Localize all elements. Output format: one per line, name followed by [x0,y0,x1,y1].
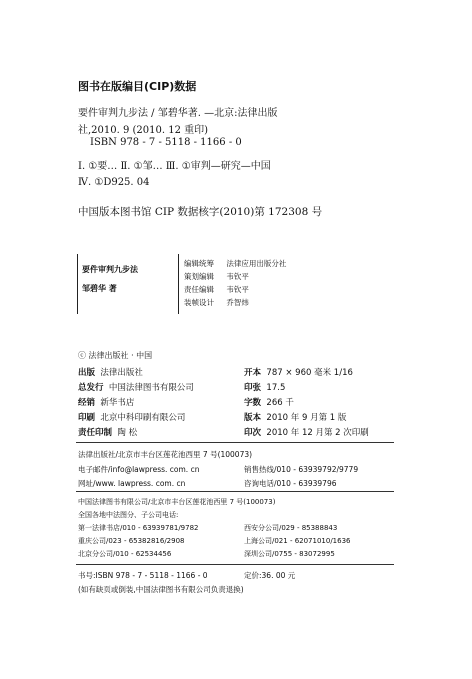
pub-label: 版本 [244,413,262,423]
pub-label: 责任印制 [78,428,113,438]
pub-row [244,366,353,378]
pub-row [244,396,294,408]
branch-phone: 深圳公司/0755 - 83072995 [244,550,335,558]
branches-title: 全国各地中法图分、子公司电话: [78,511,179,519]
pub-value: 北京中科印刷有限公司 [100,413,186,423]
cip-record-number: 中国版本图书馆 CIP 数据核字(2010)第 172308 号 [78,206,323,218]
pub-label: 开本 [244,368,262,378]
book-author: 邹碧华 著 [82,284,117,293]
pub-label: 印刷 [78,413,96,423]
publisher-email: 电子邮件/info@lawpress. com. cn [78,465,200,474]
staff-role: 编辑统筹 [184,259,214,268]
staff-name: 韦钦平 [226,272,249,281]
branch-phone: 西安分公司/029 - 85388843 [244,524,338,532]
pub-value: 新华书店 [100,398,135,408]
book-title: 要件审判九步法 [82,265,138,274]
publisher-address: 法律出版社/北京市丰台区莲花池西里 7 号(100073) [78,450,253,459]
branch-phone: 北京分公司/010 - 62534456 [78,550,172,558]
box-left-border [77,254,78,314]
pub-row [244,411,346,423]
pub-value: 17.5 [266,383,286,393]
staff-role: 装帧设计 [184,298,214,307]
sales-hotline: 销售热线/010 - 63939792/9779 [244,465,359,474]
staff-name: 韦钦平 [226,285,249,294]
company-address: 中国法律图书有限公司/北京市丰台区莲花池西里 7 号(100073) [78,498,276,506]
cip-line: Ⅳ. ①D925. 04 [78,177,150,188]
staff-name: 乔智炜 [226,298,249,307]
publisher-website: 网址/www. lawpress. com. cn [78,479,186,488]
staff-row [184,284,249,295]
pub-row [78,426,137,438]
pub-row [244,381,285,393]
pub-value: 陶 松 [117,428,138,438]
consult-phone: 咨询电话/010 - 63939796 [244,479,337,488]
cip-line: Ⅰ. ①要… Ⅱ. ①邹… Ⅲ. ①审判—研究—中国 [78,161,271,172]
branch-phone: 第一法律书店/010 - 63939781/9782 [78,524,199,532]
pub-value: 2010 年 9 月第 1 版 [266,413,347,423]
pub-row [78,366,143,378]
copyright-notice: ⓒ 法律出版社 · 中国 [78,351,153,360]
pub-value: 2010 年 12 月第 2 次印刷 [266,428,369,438]
pub-value: 787 × 960 毫米 1/16 [266,368,353,378]
pub-row [78,396,134,408]
pub-value: 法律出版社 [100,368,143,378]
staff-role: 策划编辑 [184,272,214,281]
cip-line: 社,2010. 9 (2010. 12 重印) [78,125,209,136]
staff-row [184,258,286,269]
return-note: (如有缺页或倒装,中国法律图书有限公司负责退换) [78,585,244,594]
pub-label: 总发行 [78,383,104,393]
cip-line: 要件审判九步法 / 邹碧华著. —北京:法律出版 [78,108,278,119]
pub-row [78,381,194,393]
cip-title: 图书在版编目(CIP)数据 [78,80,197,93]
pub-label: 出版 [78,368,96,378]
box-divider [178,254,179,314]
branch-phone: 重庆公司/023 - 65382816/2908 [78,537,185,545]
staff-row [184,271,249,282]
staff-name: 法律应用出版分社 [226,259,287,268]
cip-isbn: ISBN 978 - 7 - 5118 - 1166 - 0 [90,137,242,148]
divider [76,442,394,443]
pub-value: 266 千 [266,398,294,408]
isbn-footer: 书号:ISBN 978 - 7 - 5118 - 1166 - 0 [78,571,208,580]
pub-label: 经销 [78,398,96,408]
staff-role: 责任编辑 [184,285,214,294]
pub-value: 中国法律图书有限公司 [108,383,194,393]
divider [76,491,394,492]
pub-label: 印次 [244,428,262,438]
pub-label: 字数 [244,398,262,408]
divider [76,564,394,565]
staff-row [184,297,249,308]
pub-row [244,426,369,438]
pub-label: 印张 [244,383,262,393]
branch-phone: 上海公司/021 - 62071010/1636 [244,537,351,545]
price: 定价:36. 00 元 [244,571,296,580]
pub-row [78,411,185,423]
